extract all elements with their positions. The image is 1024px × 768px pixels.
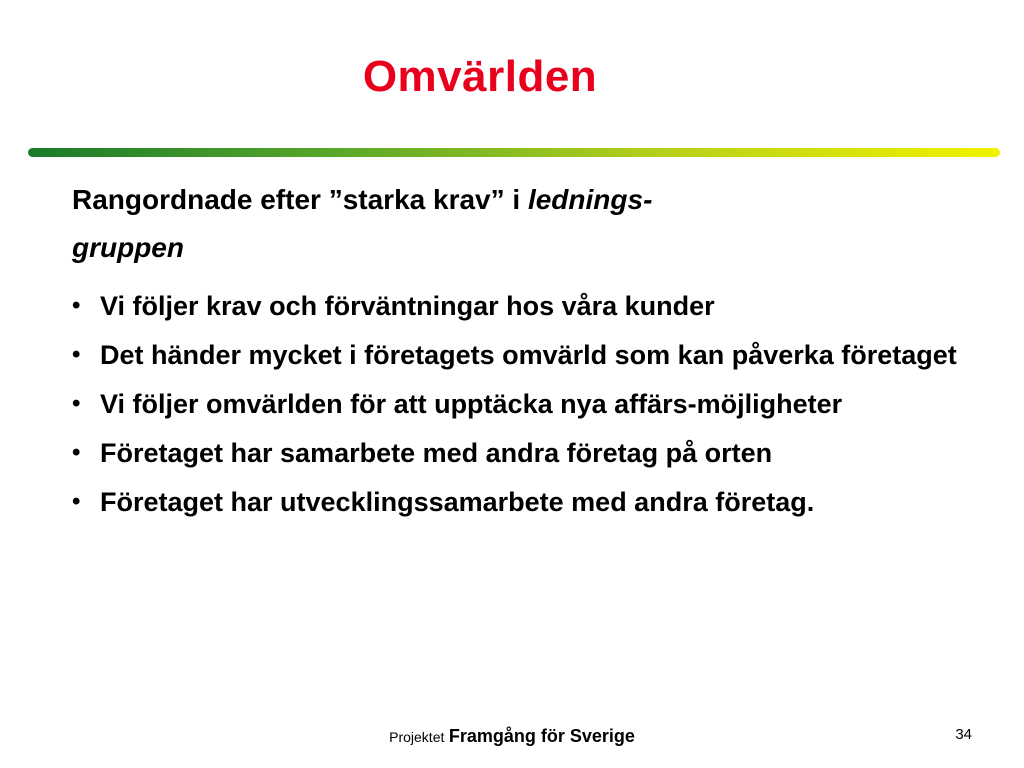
footer — [0, 726, 1024, 747]
page-number: 34 — [955, 726, 972, 743]
bullet-item — [72, 484, 972, 520]
bullet-text: Företaget har samarbete med andra företag på orten — [100, 438, 773, 468]
bullet-icon: • — [72, 390, 81, 417]
bullet-text: Företaget har utvecklingssamarbete med andra företag. — [100, 487, 815, 517]
subheading-italic-2: gruppen — [72, 232, 184, 263]
footer-project-name: Framgång för Sverige — [448, 726, 635, 746]
bullet-text: Det händer mycket i företagets omvärld som kan påverka företaget — [100, 340, 957, 370]
bullet-text: Vi följer omvärlden för att upptäcka nya affärs-möjligheter — [100, 389, 843, 419]
subheading — [72, 176, 972, 272]
subheading-text: Rangordnade efter ”starka krav” i — [72, 184, 528, 215]
subheading-italic-1: lednings- — [527, 184, 653, 215]
bullet-icon: • — [72, 292, 81, 319]
bullet-item — [72, 288, 972, 324]
footer-prefix: Projektet — [389, 729, 445, 745]
slide-title: Omvärlden — [362, 52, 598, 101]
bullet-icon: • — [72, 488, 81, 515]
bullet-item — [72, 337, 972, 373]
bullet-text: Vi följer krav och förväntningar hos våra kunder — [100, 291, 715, 321]
bullet-item — [72, 386, 972, 422]
bullet-icon: • — [72, 439, 81, 466]
bullet-icon: • — [72, 341, 81, 368]
title-divider — [28, 148, 1000, 157]
bullet-list — [72, 288, 972, 533]
bullet-item — [72, 435, 972, 471]
